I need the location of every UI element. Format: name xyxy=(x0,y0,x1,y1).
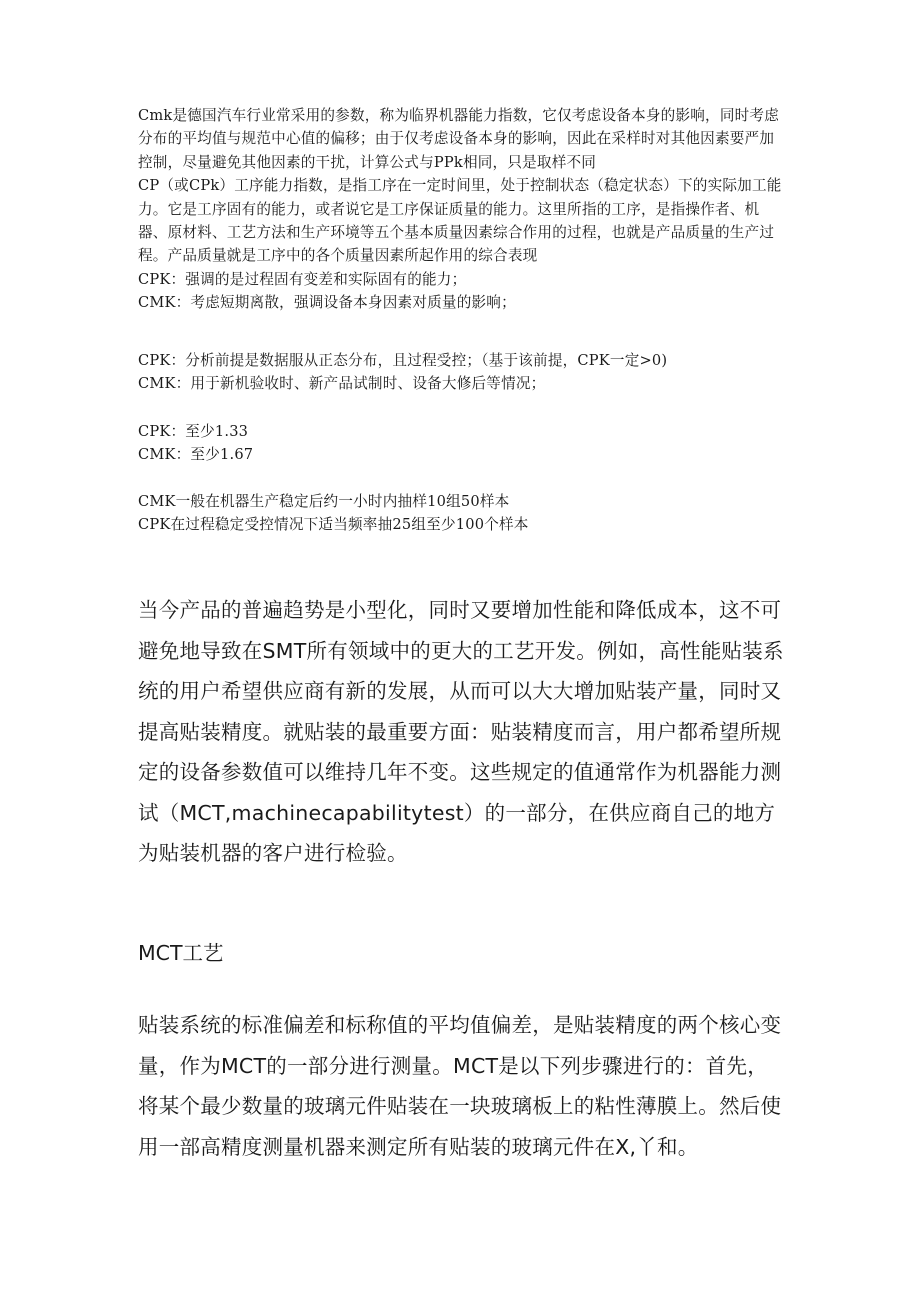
note-cmk-emphasis: CMK：考虑短期离散，强调设备本身因素对质量的影响； xyxy=(138,294,516,312)
section-heading-mct: MCT工艺 xyxy=(138,941,224,965)
notes-block-4 xyxy=(138,490,788,537)
note-cmk-sampling: CMK一般在机器生产稳定后约一小时内抽样10组50样本 xyxy=(138,493,510,510)
note-cmk-definition: Cmk是德国汽车行业常采用的参数，称为临界机器能力指数，它仅考虑设备本身的影响，同时考虑分布的平均值与规范中心值的偏移；由于仅考虑设备本身的影响，因此在采样时对其他因素要严加控制，尽量避免其他因素的干扰，计算公式与PPk相同，只是取样不同 xyxy=(138,107,779,171)
note-cmk-usage: CMK：用于新机验收时、新产品试制时、设备大修后等情况； xyxy=(138,375,546,393)
article-paragraph-2 xyxy=(138,1005,788,1167)
notes-block-2 xyxy=(138,349,788,396)
notes-block-3 xyxy=(138,420,788,467)
note-cpk-emphasis: CPK：强调的是过程固有变差和实际固有的能力； xyxy=(138,270,467,288)
note-cpk-minimum: CPK：至少1.33 xyxy=(138,423,249,440)
note-cpk-sampling: CPK在过程稳定受控情况下适当频率抽25组至少100个样本 xyxy=(138,516,529,534)
paragraph-smt-trend: 当今产品的普遍趋势是小型化，同时又要增加性能和降低成本，这不可避免地导致在SMT所有领域中的更大的工艺开发。例如，高性能贴装系统的用户希望供应商有新的发展，从而可以大大增加贴装产量，同时又提高贴装精度。就贴装的最重要方面：贴装精度而言，用户都希望所规定的设备参数值可以维持几年不变。这些规定的值通常作为机器能力测试（MCT,machinecapabilitytest）的一部分，在供应商自己的地方为贴装机器的客户进行检验。 xyxy=(138,598,784,865)
notes-block-1 xyxy=(138,104,788,315)
paragraph-mct-process: 贴装系统的标准偏差和标称值的平均值偏差，是贴装精度的两个核心变量，作为MCT的一部分进行测量。MCT是以下列步骤进行的：首先，将某个最少数量的玻璃元件贴装在一块玻璃板上的粘性薄膜上。然后使用一部高精度测量机器来测定所有贴装的玻璃元件在X,丫和。 xyxy=(138,1013,782,1159)
note-cpk-premise: CPK：分析前提是数据服从正态分布，且过程受控；（基于该前提，CPK一定>0) xyxy=(138,352,668,369)
note-cmk-minimum: CMK：至少1.67 xyxy=(138,446,254,464)
article-paragraph-1 xyxy=(138,590,788,874)
note-cp-definition: CP（或CPk）工序能力指数，是指工序在一定时间里，处于控制状态（稳定状态）下的实际加工能力。它是工序固有的能力，或者说它是工序保证质量的能力。这里所指的工序，是指操作者、机器、原材料、工艺方法和生产环境等五个基本质量因素综合作用的过程，也就是产品质量的生产过程。产品质量就是工序中的各个质量因素所起作用的综合表现 xyxy=(138,177,782,265)
